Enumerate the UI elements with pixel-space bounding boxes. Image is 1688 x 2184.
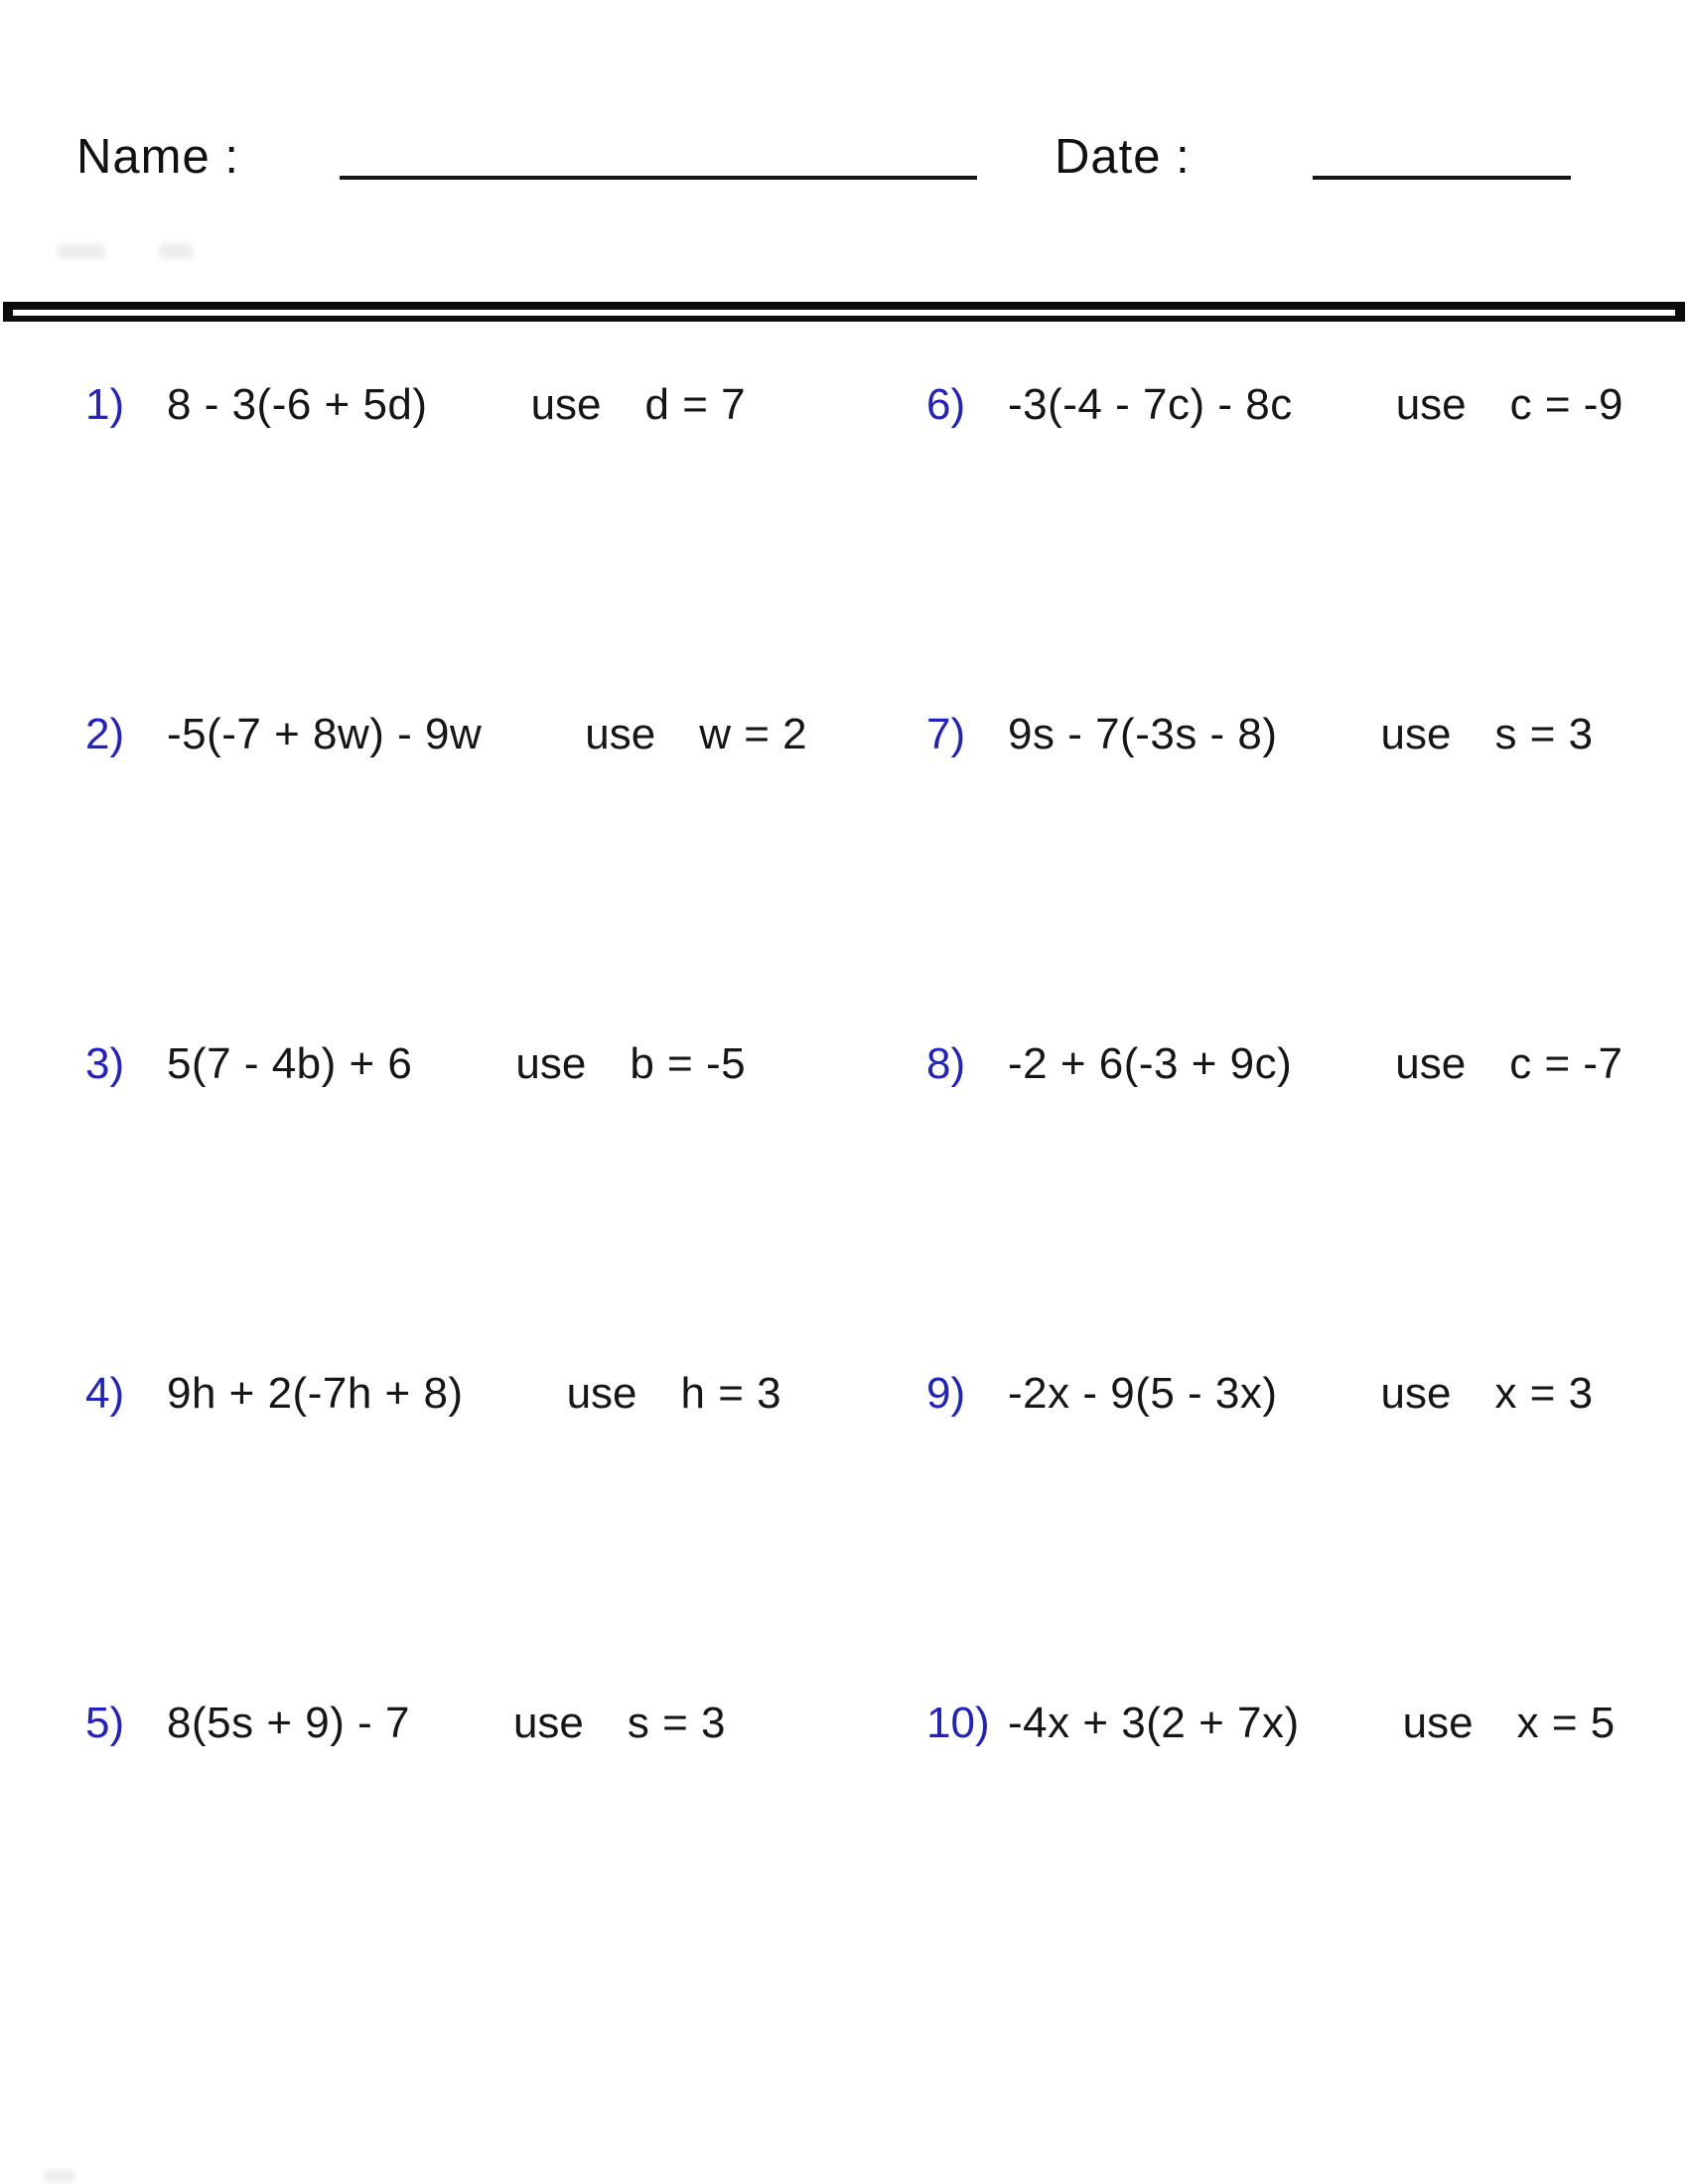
header-divider bbox=[3, 302, 1685, 322]
problem-expression: 9s - 7(-3s - 8) bbox=[1008, 710, 1278, 758]
problem-row-1 bbox=[85, 381, 807, 711]
print-artifact bbox=[159, 243, 193, 259]
use-label: use bbox=[1402, 1699, 1474, 1747]
problem-expression: 5(7 - 4b) + 6 bbox=[167, 1039, 413, 1088]
problem-expression: -5(-7 + 8w) - 9w bbox=[167, 710, 483, 758]
use-label: use bbox=[1395, 380, 1467, 429]
problem-row-10 bbox=[926, 1700, 1623, 2029]
problem-expression: -3(-4 - 7c) - 8c bbox=[1008, 380, 1293, 429]
substitution-value: s = 3 bbox=[627, 1699, 727, 1747]
problem-row-3 bbox=[85, 1040, 807, 1370]
use-label: use bbox=[530, 380, 602, 429]
problem-expression: 9h + 2(-7h + 8) bbox=[167, 1369, 464, 1418]
substitution-value: x = 3 bbox=[1494, 1369, 1594, 1418]
problem-number: 4) bbox=[85, 1369, 125, 1418]
use-label: use bbox=[1395, 1039, 1467, 1088]
substitution-value: x = 5 bbox=[1516, 1699, 1616, 1747]
use-label: use bbox=[515, 1039, 587, 1088]
problem-row-7 bbox=[926, 711, 1623, 1040]
problem-number: 8) bbox=[926, 1039, 966, 1088]
problem-column-right bbox=[926, 381, 1623, 2029]
problem-number: 5) bbox=[85, 1699, 125, 1747]
print-artifact bbox=[44, 2170, 75, 2182]
use-label: use bbox=[1380, 710, 1452, 758]
problem-column-left bbox=[85, 381, 807, 2029]
problem-row-6 bbox=[926, 381, 1623, 711]
substitution-value: c = -7 bbox=[1509, 1039, 1623, 1088]
use-label: use bbox=[512, 1699, 584, 1747]
name-label: Name : bbox=[76, 130, 239, 184]
problem-number: 1) bbox=[85, 380, 125, 429]
substitution-value: d = 7 bbox=[644, 380, 747, 429]
problem-expression: -2x - 9(5 - 3x) bbox=[1008, 1369, 1278, 1418]
problem-number: 3) bbox=[85, 1039, 125, 1088]
use-label: use bbox=[585, 710, 656, 758]
substitution-value: w = 2 bbox=[699, 710, 808, 758]
problem-number: 9) bbox=[926, 1369, 966, 1418]
problem-expression: 8(5s + 9) - 7 bbox=[167, 1699, 410, 1747]
problem-row-4 bbox=[85, 1370, 807, 1700]
problem-row-5 bbox=[85, 1700, 807, 2029]
problem-expression: -2 + 6(-3 + 9c) bbox=[1008, 1039, 1293, 1088]
problem-row-2 bbox=[85, 711, 807, 1040]
substitution-value: c = -9 bbox=[1509, 380, 1623, 429]
substitution-value: b = -5 bbox=[630, 1039, 747, 1088]
substitution-value: h = 3 bbox=[680, 1369, 782, 1418]
problem-number: 7) bbox=[926, 710, 966, 758]
use-label: use bbox=[566, 1369, 637, 1418]
name-fill-line bbox=[340, 176, 977, 180]
substitution-value: s = 3 bbox=[1494, 710, 1594, 758]
date-fill-line bbox=[1313, 176, 1571, 180]
problem-expression: -4x + 3(2 + 7x) bbox=[1008, 1699, 1300, 1747]
problem-row-9 bbox=[926, 1370, 1623, 1700]
problem-number: 10) bbox=[926, 1699, 990, 1747]
header-divider-inner-stripe bbox=[13, 310, 1675, 316]
date-label: Date : bbox=[1055, 130, 1191, 184]
use-label: use bbox=[1380, 1369, 1452, 1418]
print-artifact bbox=[58, 244, 105, 259]
problem-number: 2) bbox=[85, 710, 125, 758]
problem-number: 6) bbox=[926, 380, 966, 429]
problem-expression: 8 - 3(-6 + 5d) bbox=[167, 380, 428, 429]
problem-row-8 bbox=[926, 1040, 1623, 1370]
